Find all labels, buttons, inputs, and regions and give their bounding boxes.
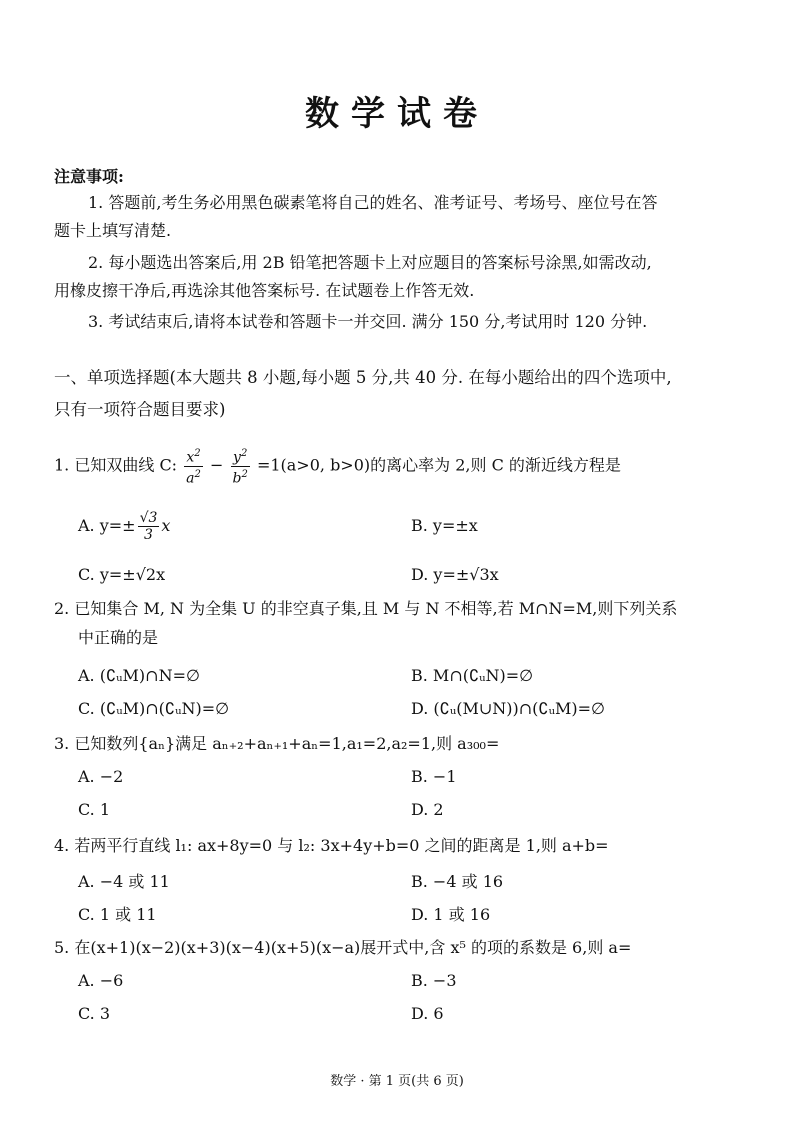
question-4-option-b: B. −4 或 16 [411,872,504,891]
section-heading-line-2: 只有一项符合题目要求) [54,400,226,419]
section-heading-line-1: 一、单项选择题(本大题共 8 小题,每小题 5 分,共 40 分. 在每小题给出的四个选项中, [54,368,672,387]
question-3-option-a: A. −2 [78,767,124,786]
question-2-option-c: C. (∁ᵤM)∩(∁ᵤN)=∅ [78,699,230,718]
hyperbola-fraction-y: $\frac{y^2}{b^2}$ [232,448,248,487]
question-1-option-a: A. y=± $\frac{√3}{3}$ x [78,510,171,543]
page-footer: 数学 · 第 1 页(共 6 页) [330,1074,464,1089]
question-4-option-d: D. 1 或 16 [411,905,491,924]
question-2-option-a: A. (∁ᵤM)∩N=∅ [78,666,200,685]
notice-item-2-line-1: 2. 每小题选出答案后,用 2B 铅笔把答题卡上对应题目的答案标号涂黑,如需改动, [88,253,652,272]
question-1-option-b: B. y=±x [411,516,478,535]
question-1-option-c: C. y=±√2x [78,565,166,584]
question-2-line-2: 中正确的是 [78,628,159,647]
question-4-option-c: C. 1 或 11 [78,905,157,924]
notice-item-1-line-2: 题卡上填写清楚. [54,221,172,240]
notice-item-2-line-2: 用橡皮擦干净后,再选涂其他答案标号. 在试题卷上作答无效. [54,281,475,300]
notice-item-3: 3. 考试结束后,请将本试卷和答题卡一并交回. 满分 150 分,考试用时 120 分钟. [88,312,648,331]
question-4-stem: 4. 若两平行直线 l₁: ax+8y=0 与 l₂: 3x+4y+b=0 之间的距离是 1,则 a+b= [54,836,609,855]
question-1-option-d: D. y=±√3x [411,565,499,584]
question-5-option-a: A. −6 [78,971,124,990]
question-1-stem: 1. 已知双曲线 C: $\frac{x^2}{a^2}$ − $\frac{y^2}{b^2}$ =1(a>0, b>0)的离心率为 2,则 C 的渐近线方程是 [54,448,621,487]
hyperbola-fraction-x: $\frac{x^2}{a^2}$ [186,448,201,487]
question-2-option-d: D. (∁ᵤ(M∪N))∩(∁ᵤM)=∅ [411,699,605,718]
question-3-option-d: D. 2 [411,800,444,819]
question-1-prefix: 1. 已知双曲线 C: [54,455,178,475]
notice-item-1-line-1: 1. 答题前,考生务必用黑色碳素笔将自己的姓名、准考证号、考场号、座位号在答 [88,193,658,212]
question-3-option-c: C. 1 [78,800,111,819]
question-3-option-b: B. −1 [411,767,457,786]
question-4-option-a: A. −4 或 11 [78,872,170,891]
notice-heading: 注意事项: [54,167,124,186]
question-5-option-d: D. 6 [411,1004,444,1023]
question-1-suffix: =1(a>0, b>0)的离心率为 2,则 C 的渐近线方程是 [256,455,621,475]
question-3-stem: 3. 已知数列{aₙ}满足 aₙ₊₂+aₙ₊₁+aₙ=1,a₁=2,a₂=1,则 a₃₀₀= [54,734,500,753]
question-5-option-c: C. 3 [78,1004,111,1023]
question-5-option-b: B. −3 [411,971,457,990]
question-5-stem: 5. 在(x+1)(x−2)(x+3)(x−4)(x+5)(x−a)展开式中,含 x⁵ 的项的系数是 6,则 a= [54,938,632,957]
option-a-fraction: $\frac{√3}{3}$ [139,510,158,543]
question-2-line-1: 2. 已知集合 M, N 为全集 U 的非空真子集,且 M 与 N 不相等,若 M∩N=M,则下列关系 [54,599,678,618]
question-2-option-b: B. M∩(∁ᵤN)=∅ [411,666,534,685]
page-title: 数学试卷 [305,94,489,134]
